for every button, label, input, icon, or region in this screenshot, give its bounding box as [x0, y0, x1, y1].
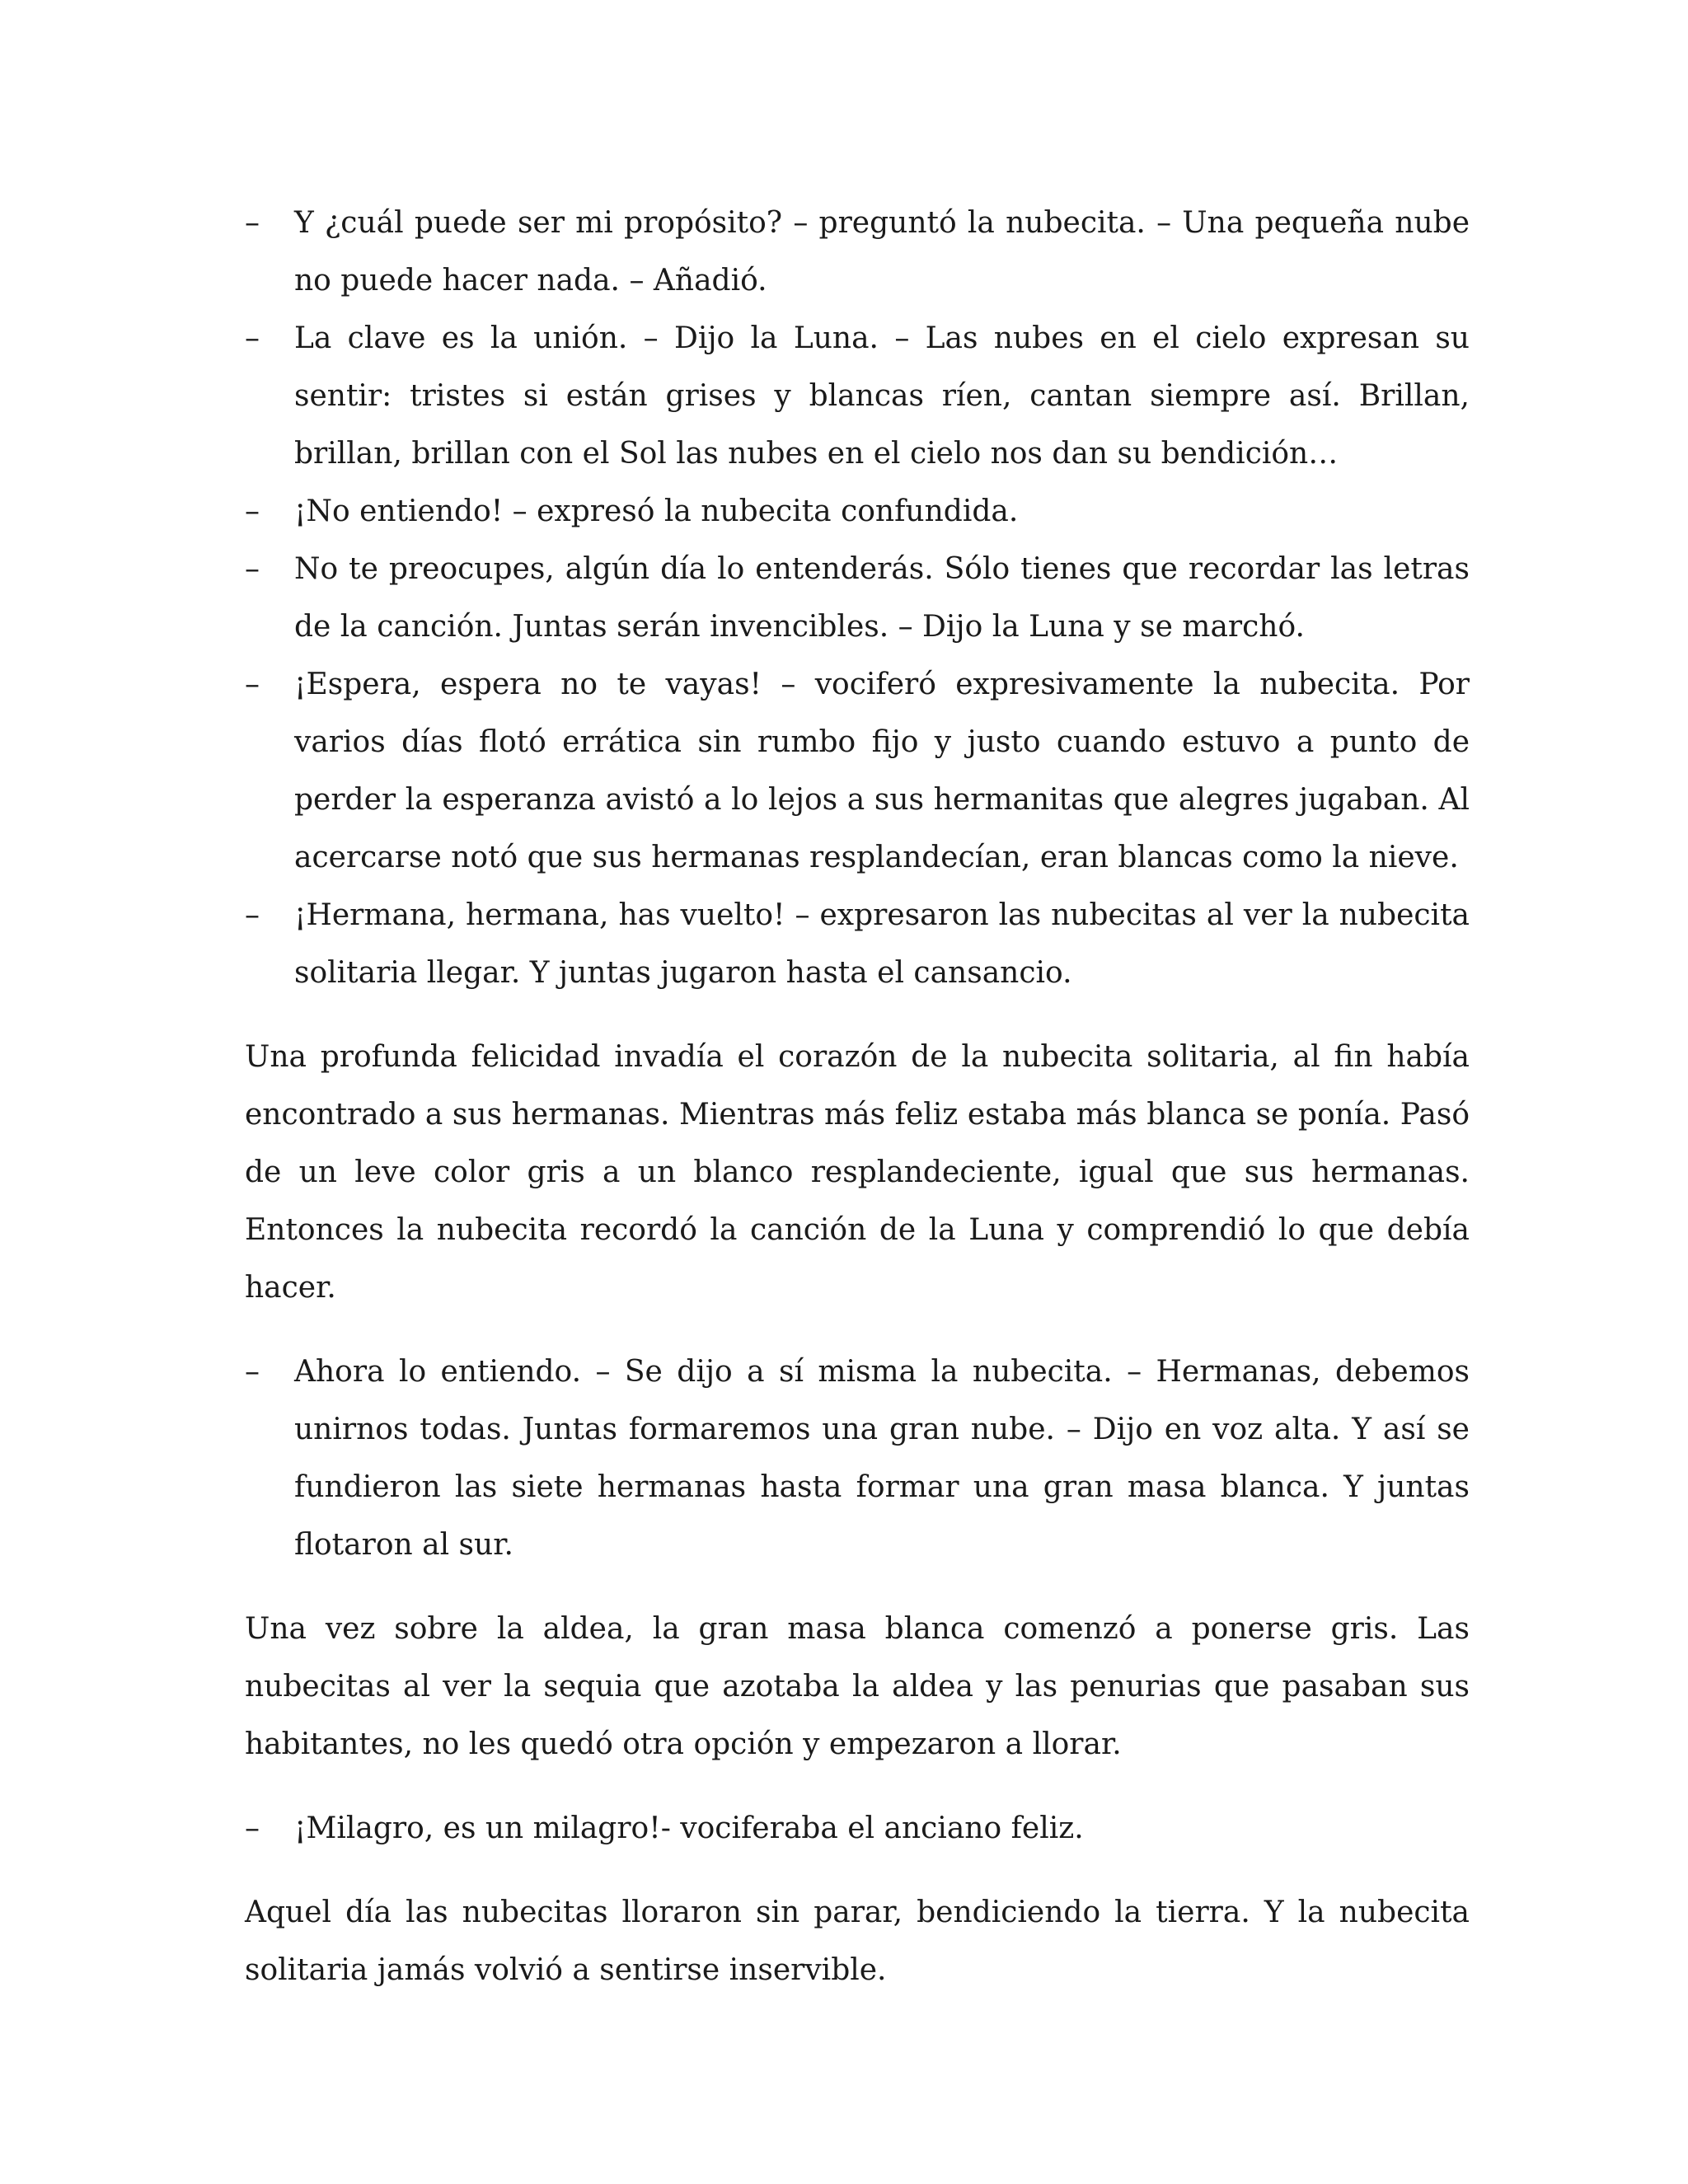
dialog-text: ¡No entiendo! – expresó la nubecita confundida. — [294, 494, 1019, 528]
dialog-text: Y ¿cuál puede ser mi propósito? – preguntó la nubecita. – Una pequeña nube no puede hacer nada. – Añadió. — [294, 206, 1470, 298]
dialog-list — [245, 194, 1470, 1002]
dash-bullet: – — [245, 321, 260, 355]
dialog-line — [245, 1343, 1470, 1574]
dash-bullet: – — [245, 494, 260, 528]
narrative-paragraph: Una profunda felicidad invadía el corazón de la nubecita solitaria, al fin había encontrado a sus hermanas. Mientras más feliz estaba más blanca se ponía. Pasó de un leve color gris a un blanco resplandeciente, igual que sus hermanas. Entonces la nubecita recordó la canción de la Luna y comprendió lo que debía hacer. — [245, 1040, 1470, 1305]
dialog-line — [245, 541, 1470, 656]
dialog-line — [245, 656, 1470, 887]
dialog-text: Ahora lo entiendo. – Se dijo a sí misma la nubecita. – Hermanas, debemos unirnos todas. Juntas formaremos una gran nube. – Dijo en voz alta. Y así se fundieron las siete hermanas hasta formar una gran masa blanca. Y juntas flotaron al sur. — [294, 1355, 1470, 1562]
dash-bullet: – — [245, 1355, 260, 1389]
dialog-line — [245, 887, 1470, 1002]
dialog-text: ¡Hermana, hermana, has vuelto! – expresaron las nubecitas al ver la nubecita solitaria llegar. Y juntas jugaron hasta el cansancio. — [294, 898, 1470, 990]
narrative-paragraph: Aquel día las nubecitas lloraron sin parar, bendiciendo la tierra. Y la nubecita solitaria jamás volvió a sentirse inservible. — [245, 1896, 1470, 1987]
dialog-line — [245, 483, 1470, 541]
dialog-text: La clave es la unión. – Dijo la Luna. – Las nubes en el cielo expresan su sentir: tristes si están grises y blancas ríen, cantan siempre así. Brillan, brillan, brillan con el Sol las nubes en el cielo nos dan su bendición… — [294, 321, 1470, 471]
dash-bullet: – — [245, 668, 260, 701]
dialog-text: No te preocupes, algún día lo entenderás. Sólo tienes que recordar las letras de la canción. Juntas serán invencibles. – Dijo la Luna y se marchó. — [294, 552, 1470, 644]
dash-bullet: – — [245, 206, 260, 240]
narrative-paragraph: Una vez sobre la aldea, la gran masa blanca comenzó a ponerse gris. Las nubecitas al ver la sequia que azotaba la aldea y las penurias que pasaban sus habitantes, no les quedó otra opción y empezaron a llorar. — [245, 1612, 1470, 1761]
dialog-text: ¡Milagro, es un milagro!- vociferaba el anciano feliz. — [294, 1811, 1084, 1845]
dialog-line — [245, 1800, 1470, 1858]
dialog-line — [245, 194, 1470, 310]
dialog-line — [245, 310, 1470, 483]
dialog-text: ¡Espera, espera no te vayas! – vociferó expresivamente la nubecita. Por varios días flotó errática sin rumbo fijo y justo cuando estuvo a punto de perder la esperanza avistó a lo lejos a sus hermanitas que alegres jugaban. Al acercarse notó que sus hermanas resplandecían, eran blancas como la nieve. — [294, 668, 1470, 874]
dash-bullet: – — [245, 898, 260, 932]
dialog-list — [245, 1343, 1470, 1574]
dialog-list — [245, 1800, 1470, 1858]
story-text — [245, 194, 1470, 1999]
dash-bullet: – — [245, 552, 260, 586]
dash-bullet: – — [245, 1811, 260, 1845]
